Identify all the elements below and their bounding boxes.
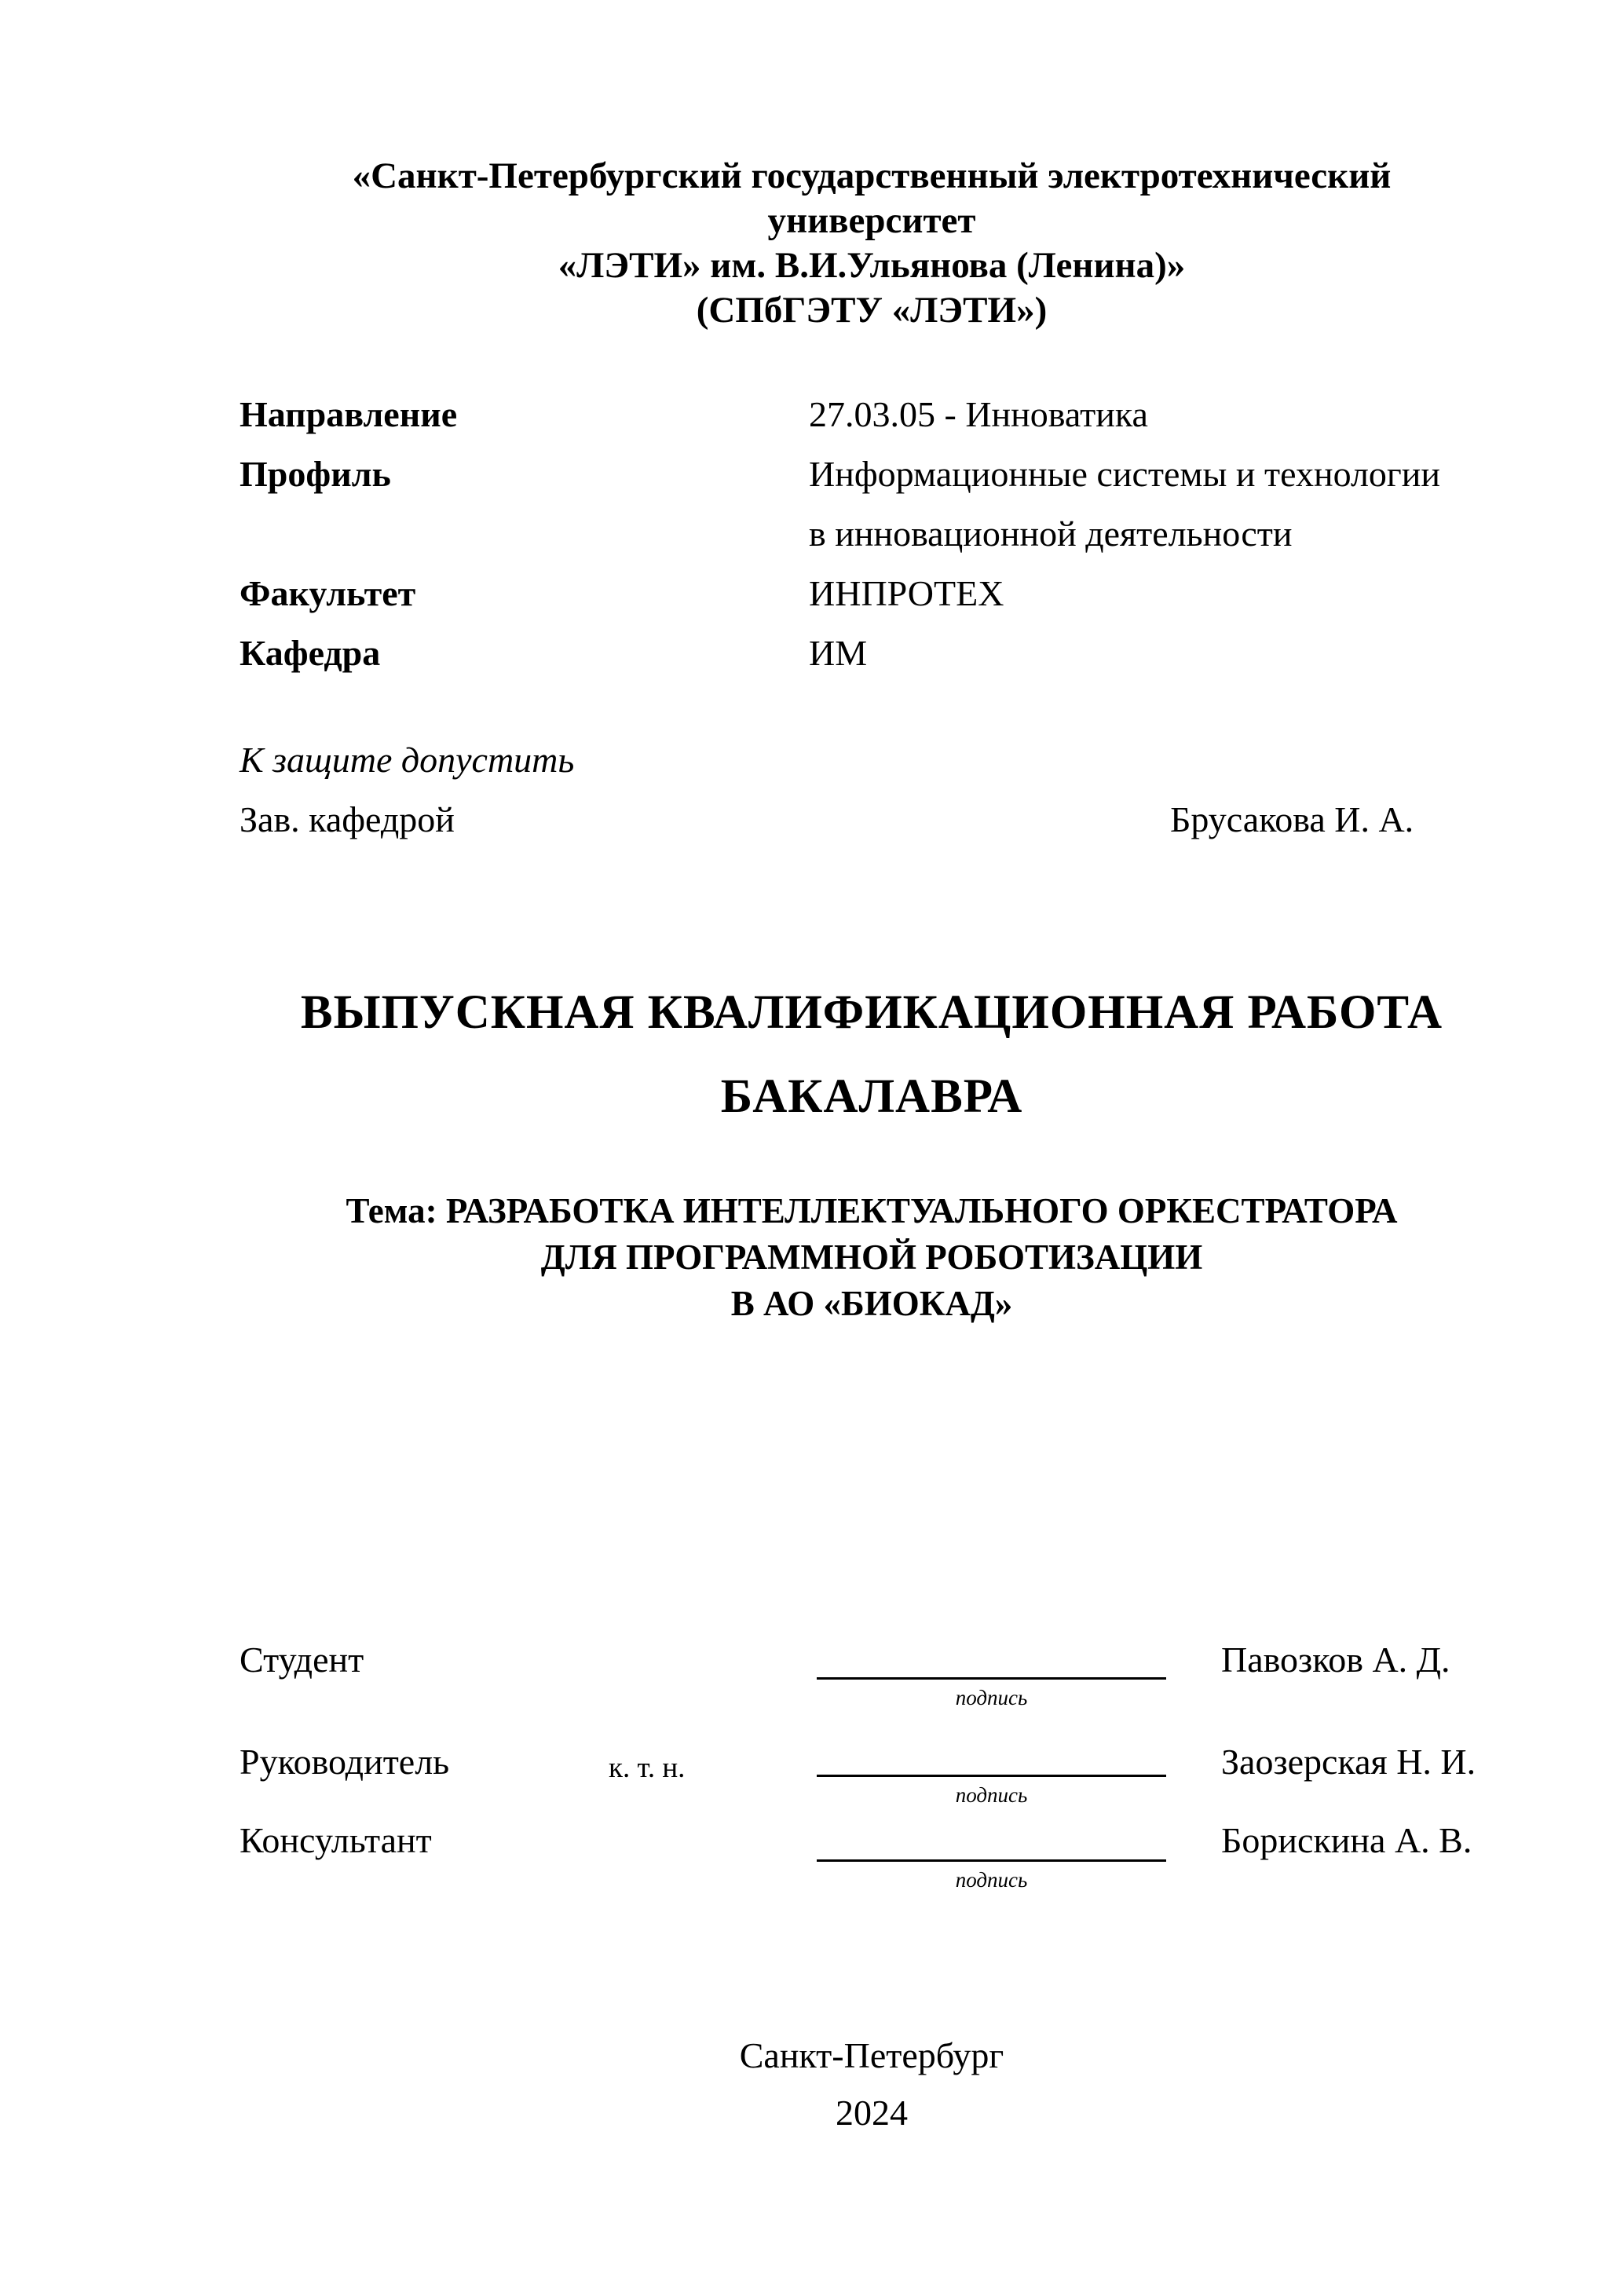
work-title-line-1: ВЫПУСКНАЯ КВАЛИФИКАЦИОННАЯ РАБОТА	[300, 986, 1443, 1039]
university-name-line-2: университет	[767, 200, 976, 241]
footer-city: Санкт-Петербург	[739, 2035, 1004, 2075]
faculty-label: Факультет	[240, 573, 416, 613]
supervisor-degree: к. т. н.	[609, 1752, 686, 1784]
consultant-signature-caption: подпись	[955, 1868, 1028, 1892]
university-name-line-3: «ЛЭТИ» им. В.И.Ульянова (Ленина)»	[558, 245, 1186, 286]
theme-line-1: Тема: РАЗРАБОТКА ИНТЕЛЛЕКТУАЛЬНОГО ОРКЕСТРАТОРА	[346, 1191, 1398, 1230]
consultant-label: Консультант	[240, 1820, 432, 1860]
student-label: Студент	[240, 1640, 364, 1680]
theme-line-3: В АО «БИОКАД»	[730, 1284, 1013, 1323]
theme-line-2: ДЛЯ ПРОГРАММНОЙ РОБОТИЗАЦИИ	[540, 1238, 1203, 1277]
faculty-value: ИНПРОТЕХ	[809, 573, 1004, 613]
student-signature-line	[817, 1677, 1166, 1680]
department-value: ИМ	[809, 633, 868, 673]
department-label: Кафедра	[240, 633, 381, 673]
admission-permit-line: К защите допустить	[240, 740, 575, 780]
supervisor-signature-caption: подпись	[955, 1783, 1028, 1807]
work-title-line-2: БАКАЛАВРА	[720, 1070, 1023, 1123]
department-head-name: Брусакова И. А.	[1170, 799, 1414, 839]
supervisor-label: Руководитель	[240, 1742, 450, 1782]
profile-value-line-2: в инновационной деятельности	[809, 514, 1293, 554]
direction-label: Направление	[240, 394, 458, 434]
consultant-signature-line	[817, 1859, 1166, 1862]
student-signature-caption: подпись	[955, 1686, 1028, 1709]
university-abbreviation-line: (СПбГЭТУ «ЛЭТИ»)	[696, 290, 1048, 331]
consultant-name: Борискина А. В.	[1221, 1820, 1472, 1860]
footer-year: 2024	[836, 2093, 908, 2133]
department-head-label: Зав. кафедрой	[240, 799, 455, 839]
university-name-line-1: «Санкт-Петербургский государственный электротехнический	[352, 155, 1392, 196]
direction-value: 27.03.05 - Инноватика	[809, 394, 1148, 434]
profile-value-line-1: Информационные системы и технологии	[809, 454, 1441, 494]
student-name: Павозков А. Д.	[1221, 1640, 1450, 1680]
supervisor-signature-line	[817, 1775, 1166, 1777]
profile-label: Профиль	[240, 454, 391, 494]
supervisor-name: Заозерская Н. И.	[1221, 1742, 1476, 1782]
